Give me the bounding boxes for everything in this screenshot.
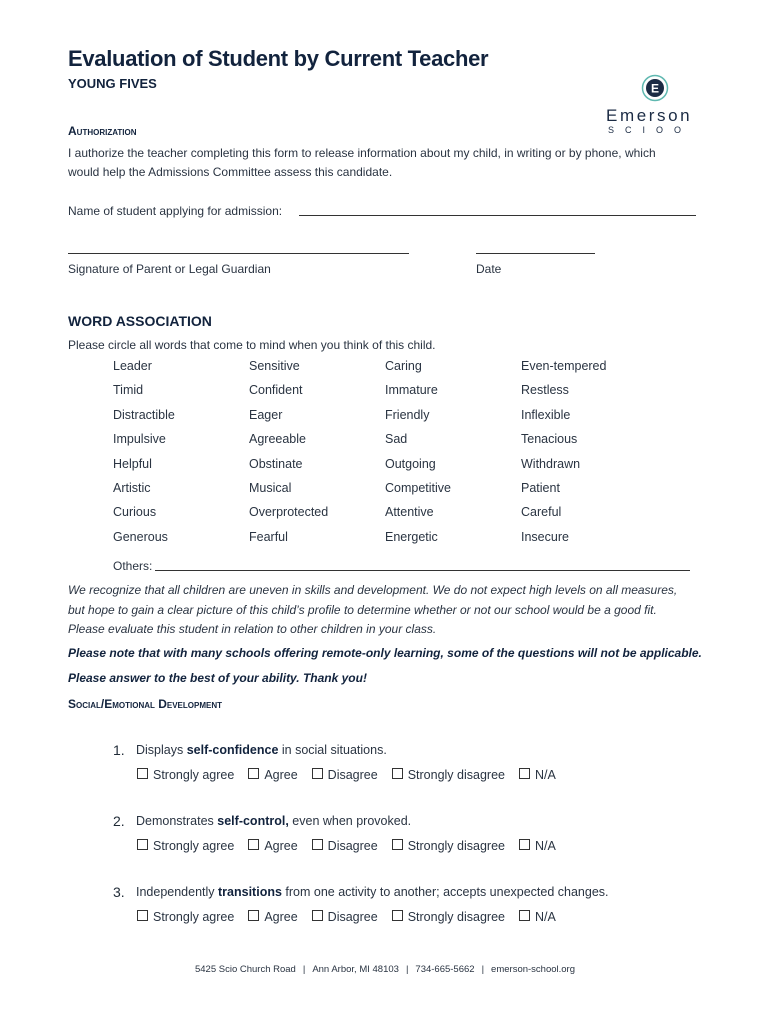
answer-option-label: Strongly disagree <box>407 839 505 853</box>
checkbox[interactable] <box>392 768 403 779</box>
word-option[interactable]: Sensitive <box>249 359 300 373</box>
word-option[interactable]: Caring <box>385 359 422 373</box>
answer-option[interactable] <box>137 768 234 782</box>
checkbox[interactable] <box>519 839 530 850</box>
word-option[interactable]: Artistic <box>113 481 151 495</box>
word-option[interactable]: Tenacious <box>521 432 578 447</box>
others-label: Others: <box>113 559 153 573</box>
answer-option[interactable] <box>519 910 556 924</box>
word-option[interactable]: Friendly <box>385 407 430 422</box>
word-option[interactable]: Confident <box>249 383 303 398</box>
question-text <box>136 885 609 899</box>
emerson-e-icon <box>641 74 669 102</box>
question-text-part: Demonstrates <box>136 814 218 828</box>
answer-options <box>137 839 570 853</box>
answer-option[interactable] <box>248 910 297 924</box>
question-keyword: self-confidence <box>186 743 279 757</box>
question-keyword: transitions <box>218 885 282 899</box>
answer-option[interactable] <box>392 768 505 782</box>
answer-option[interactable] <box>137 839 234 853</box>
word-option[interactable]: Distractible <box>113 407 175 422</box>
word-option[interactable]: Helpful <box>113 456 152 471</box>
word-option[interactable]: Even-tempered <box>521 359 607 373</box>
checkbox[interactable] <box>519 768 530 779</box>
answer-option[interactable] <box>312 768 378 782</box>
word-association-heading: WORD ASSOCIATION <box>68 313 212 329</box>
word-option[interactable]: Curious <box>113 505 157 520</box>
footer-separator: | <box>302 964 306 975</box>
word-option[interactable]: Restless <box>521 383 569 398</box>
answer-option[interactable] <box>392 839 505 853</box>
answer-option-label: Agree <box>264 910 298 924</box>
checkbox[interactable] <box>248 910 259 921</box>
answer-option[interactable] <box>312 839 378 853</box>
logo-wordmark: Emerson <box>606 106 693 125</box>
thank-you-note: Please answer to the best of your ability. Thank you! <box>68 671 367 685</box>
footer-separator: | <box>405 964 409 975</box>
checkbox[interactable] <box>519 910 530 921</box>
authorization-heading: Authorization <box>68 124 137 138</box>
checkbox[interactable] <box>248 768 259 779</box>
word-option[interactable]: Leader <box>113 359 152 373</box>
word-option[interactable]: Patient <box>521 481 560 495</box>
answer-option-label: Strongly disagree <box>407 768 505 782</box>
authorization-text <box>68 144 708 182</box>
answer-option[interactable] <box>392 910 505 924</box>
checkbox[interactable] <box>392 839 403 850</box>
answer-option-label: Strongly agree <box>153 768 235 782</box>
question-text-part: in social situations. <box>278 743 387 757</box>
answer-option[interactable] <box>519 839 556 853</box>
word-option[interactable]: Competitive <box>385 481 451 495</box>
question-text <box>136 814 411 828</box>
answer-option-label: Disagree <box>327 910 378 924</box>
answer-option-label: N/A <box>534 910 556 924</box>
answer-option-label: N/A <box>534 839 556 853</box>
student-name-field[interactable] <box>299 215 696 216</box>
emerson-logo <box>600 74 710 140</box>
svg-text:E: E <box>650 81 660 96</box>
signature-field[interactable] <box>68 253 409 254</box>
word-option[interactable]: Outgoing <box>385 456 436 471</box>
answer-option-label: Strongly agree <box>153 839 235 853</box>
answer-option[interactable] <box>248 768 297 782</box>
others-field[interactable] <box>155 570 690 571</box>
date-label: Date <box>476 262 502 276</box>
page-title: Evaluation of Student by Current Teacher <box>68 46 489 71</box>
footer-separator: | <box>481 964 485 975</box>
footer <box>0 964 770 975</box>
answer-option-label: Strongly disagree <box>407 910 505 924</box>
checkbox[interactable] <box>312 910 323 921</box>
authorization-text-line1: I authorize the teacher completing this form to release information about my child, in writing or by phone, which <box>68 146 656 160</box>
answer-option[interactable] <box>312 910 378 924</box>
question-number: 1. <box>113 742 125 758</box>
word-option[interactable]: Attentive <box>385 505 434 520</box>
checkbox[interactable] <box>312 768 323 779</box>
checkbox[interactable] <box>248 839 259 850</box>
answer-option[interactable] <box>248 839 297 853</box>
word-option[interactable]: Agreeable <box>249 432 306 447</box>
word-option[interactable]: Obstinate <box>249 456 303 471</box>
evaluation-note-line2: but hope to gain a clear picture of this child’s profile to determine whether or not our school would be a good fit. <box>68 602 657 617</box>
question-keyword: self-control, <box>217 814 289 828</box>
word-option[interactable]: Inflexible <box>521 407 571 422</box>
word-option[interactable]: Fearful <box>249 529 288 544</box>
authorization-text-line2: would help the Admissions Committee assess this candidate. <box>68 165 393 179</box>
word-option[interactable]: Withdrawn <box>521 456 581 471</box>
evaluation-note-line1: We recognize that all children are uneven in skills and development. We do not expect high levels on all measures, <box>68 583 678 597</box>
word-option[interactable]: Impulsive <box>113 432 166 447</box>
word-option[interactable]: Energetic <box>385 529 438 544</box>
student-name-label: Name of student applying for admission: <box>68 204 283 218</box>
evaluation-note-line3: Please evaluate this student in relation to other children in your class. <box>68 622 437 636</box>
remote-learning-note: Please note that with many schools offering remote-only learning, some of the questions will not be applicable. <box>68 646 702 660</box>
answer-option[interactable] <box>137 910 234 924</box>
checkbox[interactable] <box>312 839 323 850</box>
word-option[interactable]: Overprotected <box>249 505 329 520</box>
word-option[interactable]: Sad <box>385 432 408 447</box>
social-emotional-heading: Social/Emotional Development <box>68 697 223 711</box>
answer-option-label: Strongly agree <box>153 910 235 924</box>
question-number: 3. <box>113 884 125 900</box>
question-text-part: Displays <box>136 743 187 757</box>
question-text <box>136 743 387 757</box>
date-field[interactable] <box>476 253 595 254</box>
checkbox[interactable] <box>137 768 148 779</box>
logo-subtext: SCIOO <box>608 125 693 135</box>
question-text-part: even when provoked. <box>288 814 412 828</box>
page-subtitle: YOUNG FIVES <box>68 76 157 91</box>
answer-option[interactable] <box>519 768 556 782</box>
answer-option-label: N/A <box>534 768 556 782</box>
answer-option-label: Disagree <box>327 839 378 853</box>
answer-option-label: Disagree <box>327 768 378 782</box>
word-association-instructions: Please circle all words that come to mind when you think of this child. <box>68 338 436 352</box>
word-option[interactable]: Careful <box>521 505 562 520</box>
word-option[interactable]: Insecure <box>521 529 569 544</box>
question-text-part: Independently <box>136 885 219 899</box>
footer-address: 5425 Scio Church Road <box>194 964 296 975</box>
answer-option-label: Agree <box>264 768 298 782</box>
signature-label: Signature of Parent or Legal Guardian <box>68 262 271 276</box>
word-option[interactable]: Timid <box>113 383 144 398</box>
checkbox[interactable] <box>137 910 148 921</box>
footer-phone: 734-665-5662 <box>415 964 475 975</box>
question-text-part: from one activity to another; accepts unexpected changes. <box>281 885 609 899</box>
word-option[interactable]: Immature <box>385 383 438 398</box>
question-number: 2. <box>113 813 125 829</box>
word-option[interactable]: Musical <box>249 481 292 495</box>
word-option[interactable]: Generous <box>113 529 168 544</box>
word-option[interactable]: Eager <box>249 407 283 422</box>
answer-options <box>137 910 570 924</box>
answer-options <box>137 768 570 782</box>
checkbox[interactable] <box>137 839 148 850</box>
answer-option-label: Agree <box>264 839 298 853</box>
checkbox[interactable] <box>392 910 403 921</box>
footer-city: Ann Arbor, MI 48103 <box>312 964 399 975</box>
footer-website: emerson-school.org <box>491 964 576 975</box>
evaluation-note <box>68 581 718 640</box>
